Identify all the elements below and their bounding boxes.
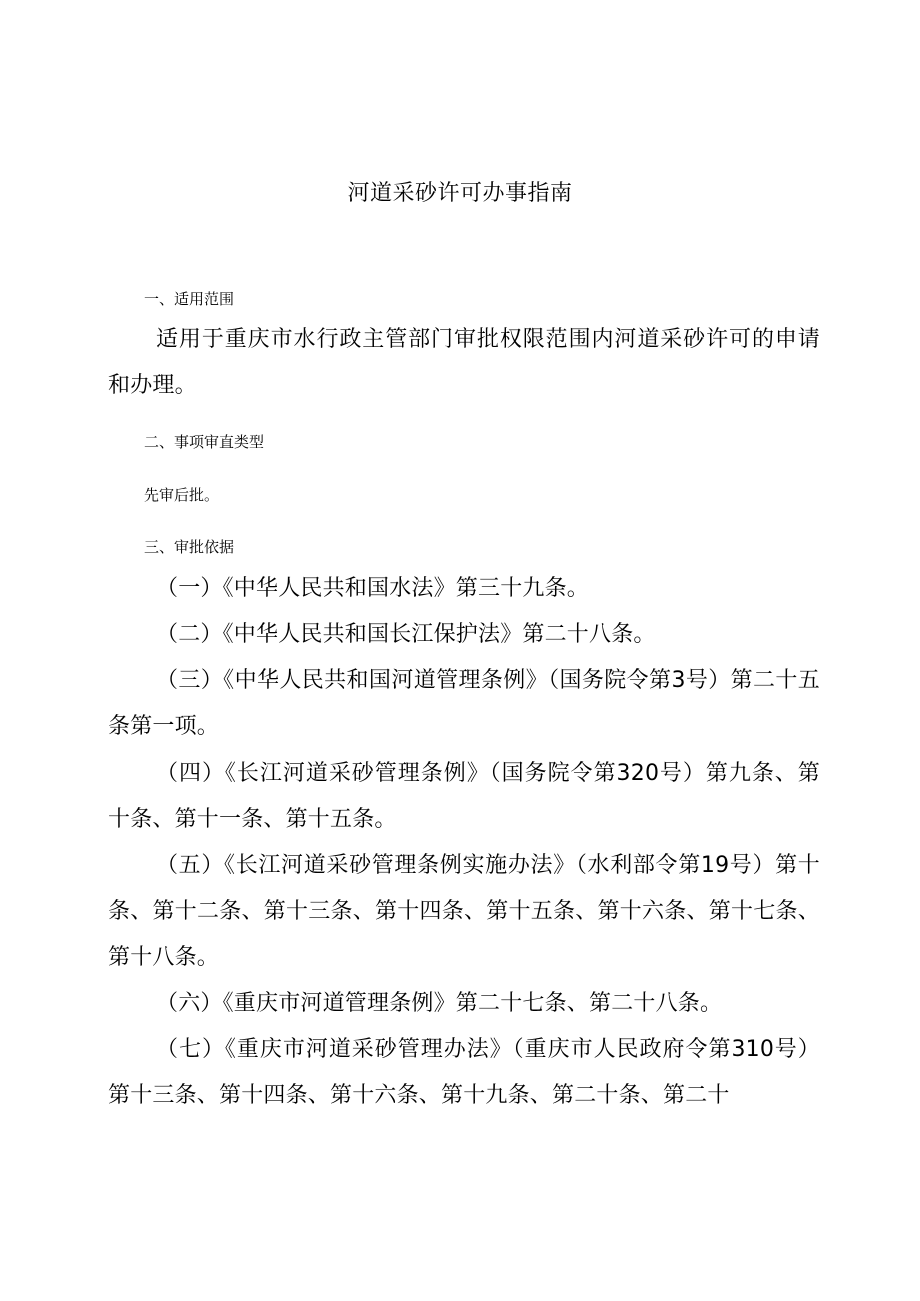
section-heading-scope: 一、适用范围 xyxy=(144,290,235,308)
basis-item-5: （五）《长江河道采砂管理条例实施办法》（水利部令第19号）第十条、第十二条、第十三条、第十四条、第十五条、第十六条、第十七条、第十八条。 xyxy=(108,853,820,970)
basis-item-6: （六）《重庆市河道管理条例》第二十七条、第二十八条。 xyxy=(156,991,723,1016)
section-body-type: 先审后批。 xyxy=(144,486,220,504)
basis-item-7: （七）《重庆市河道采砂管理办法》（重庆市人民政府令第310号）第十三条、第十四条、第十六条、第十九条、第二十条、第二十 xyxy=(108,1037,820,1108)
section-heading-basis: 三、审批依据 xyxy=(144,538,235,556)
section-heading-type: 二、事项审直类型 xyxy=(144,433,265,451)
basis-item-2: （二）《中华人民共和国长江保护法》第二十八条。 xyxy=(156,622,656,647)
page-title: 河道采砂许可办事指南 xyxy=(347,181,573,206)
section-body-scope: 适用于重庆市水行政主管部门审批权限范围内河道采砂许可的申请和办理。 xyxy=(108,327,820,398)
basis-item-3: （三）《中华人民共和国河道管理条例》（国务院令第3号）第二十五条第一项。 xyxy=(108,668,820,739)
basis-item-4: （四）《长江河道采砂管理条例》（国务院令第320号）第九条、第十条、第十一条、第十五条。 xyxy=(108,761,820,832)
basis-item-1: （一）《中华人民共和国水法》第三十九条。 xyxy=(156,576,590,601)
